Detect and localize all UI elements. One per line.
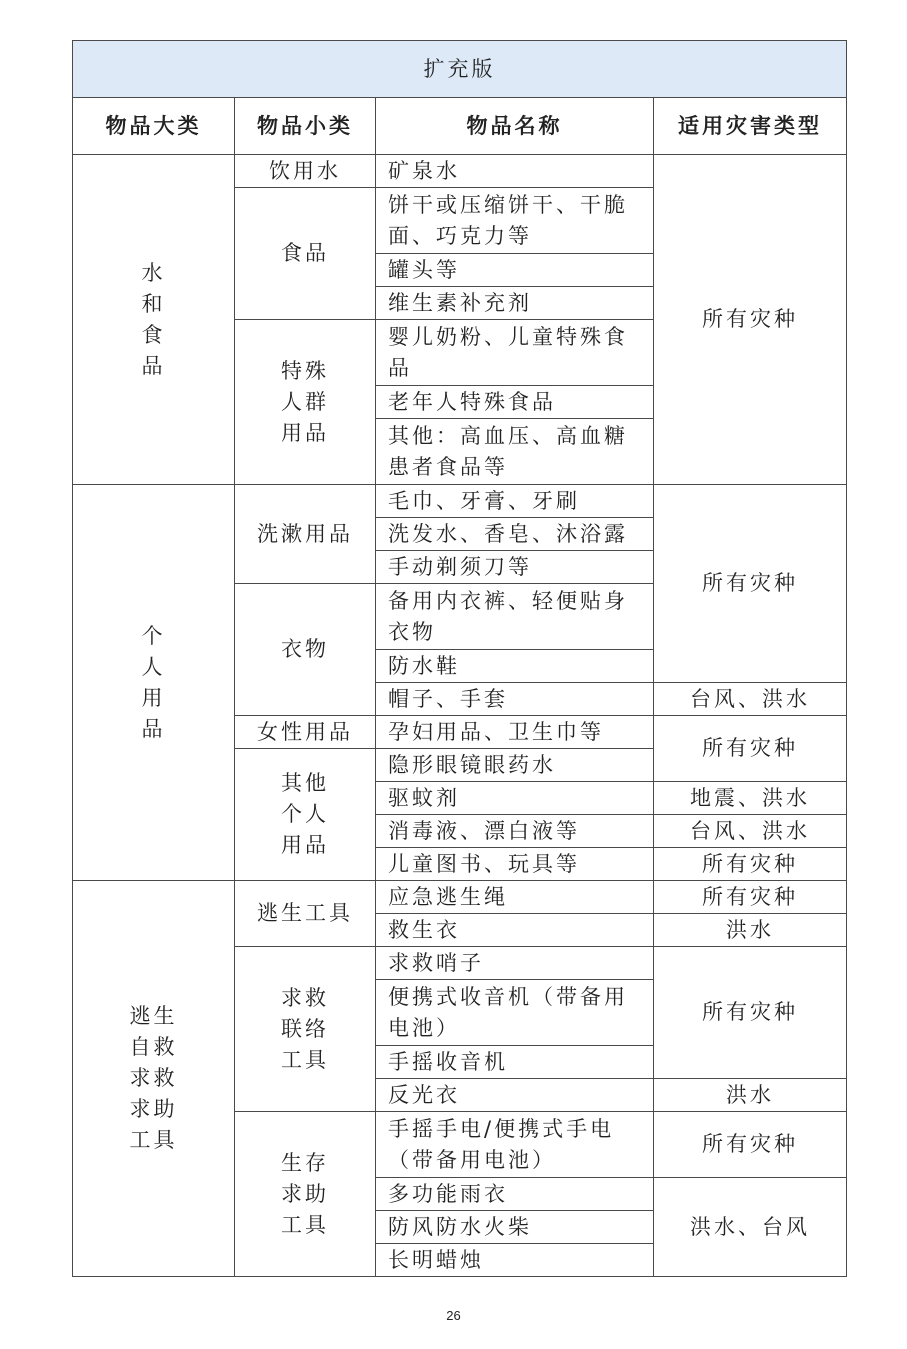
hazard-cell: 所有灾种: [654, 947, 847, 1079]
hazard-cell: 所有灾种: [654, 485, 847, 683]
hazard-cell: 所有灾种: [654, 155, 847, 485]
subcategory-cell: 逃生工具: [235, 881, 376, 947]
supply-table: [72, 40, 847, 1277]
hazard-cell: 台风、洪水: [654, 815, 847, 848]
item-cell: 长明蜡烛: [376, 1244, 654, 1277]
subcategory-cell: 求救 联络 工具: [235, 947, 376, 1112]
hazard-cell: 洪水: [654, 914, 847, 947]
item-cell: 应急逃生绳: [376, 881, 654, 914]
item-cell: 救生衣: [376, 914, 654, 947]
table-title: 扩充版: [73, 41, 847, 98]
item-cell: 隐形眼镜眼药水: [376, 749, 654, 782]
item-cell: 儿童图书、玩具等: [376, 848, 654, 881]
hazard-cell: 洪水、台风: [654, 1178, 847, 1277]
header-hazard-type: 适用灾害类型: [654, 98, 847, 155]
category-cell: 逃生 自救 求救 求助 工具: [73, 881, 235, 1277]
item-cell: 毛巾、牙膏、牙刷: [376, 485, 654, 518]
item-cell: 消毒液、漂白液等: [376, 815, 654, 848]
item-cell: 求救哨子: [376, 947, 654, 980]
header-item-name: 物品名称: [376, 98, 654, 155]
subcategory-cell: 食品: [235, 188, 376, 320]
item-cell: 防水鞋: [376, 650, 654, 683]
item-cell: 矿泉水: [376, 155, 654, 188]
category-cell: 水 和 食 品: [73, 155, 235, 485]
item-cell: 饼干或压缩饼干、干脆面、巧克力等: [376, 188, 654, 254]
subcategory-cell: 洗漱用品: [235, 485, 376, 584]
header-subcategory: 物品小类: [235, 98, 376, 155]
item-cell: 孕妇用品、卫生巾等: [376, 716, 654, 749]
item-cell: 其他：高血压、高血糖患者食品等: [376, 419, 654, 485]
item-cell: 手动剃须刀等: [376, 551, 654, 584]
item-cell: 便携式收音机（带备用电池）: [376, 980, 654, 1046]
subcategory-cell: 女性用品: [235, 716, 376, 749]
item-cell: 罐头等: [376, 254, 654, 287]
item-cell: 维生素补充剂: [376, 287, 654, 320]
page-number: 26: [446, 1308, 461, 1323]
subcategory-cell: 衣物: [235, 584, 376, 716]
item-cell: 防风防水火柴: [376, 1211, 654, 1244]
item-cell: 手摇收音机: [376, 1046, 654, 1079]
item-cell: 驱蚊剂: [376, 782, 654, 815]
hazard-cell: 所有灾种: [654, 1112, 847, 1178]
hazard-cell: 所有灾种: [654, 881, 847, 914]
item-cell: 洗发水、香皂、沐浴露: [376, 518, 654, 551]
item-cell: 多功能雨衣: [376, 1178, 654, 1211]
hazard-cell: 台风、洪水: [654, 683, 847, 716]
subcategory-cell: 特殊 人群 用品: [235, 320, 376, 485]
subcategory-cell: 其他 个人 用品: [235, 749, 376, 881]
item-cell: 婴儿奶粉、儿童特殊食品: [376, 320, 654, 386]
subcategory-cell: 生存 求助 工具: [235, 1112, 376, 1277]
item-cell: 帽子、手套: [376, 683, 654, 716]
category-cell: 个 人 用 品: [73, 485, 235, 881]
item-cell: 手摇手电/便携式手电（带备用电池）: [376, 1112, 654, 1178]
hazard-cell: 洪水: [654, 1079, 847, 1112]
subcategory-cell: 饮用水: [235, 155, 376, 188]
item-cell: 老年人特殊食品: [376, 386, 654, 419]
item-cell: 反光衣: [376, 1079, 654, 1112]
hazard-cell: 所有灾种: [654, 848, 847, 881]
item-cell: 备用内衣裤、轻便贴身衣物: [376, 584, 654, 650]
hazard-cell: 地震、洪水: [654, 782, 847, 815]
hazard-cell: 所有灾种: [654, 716, 847, 782]
header-category: 物品大类: [73, 98, 235, 155]
